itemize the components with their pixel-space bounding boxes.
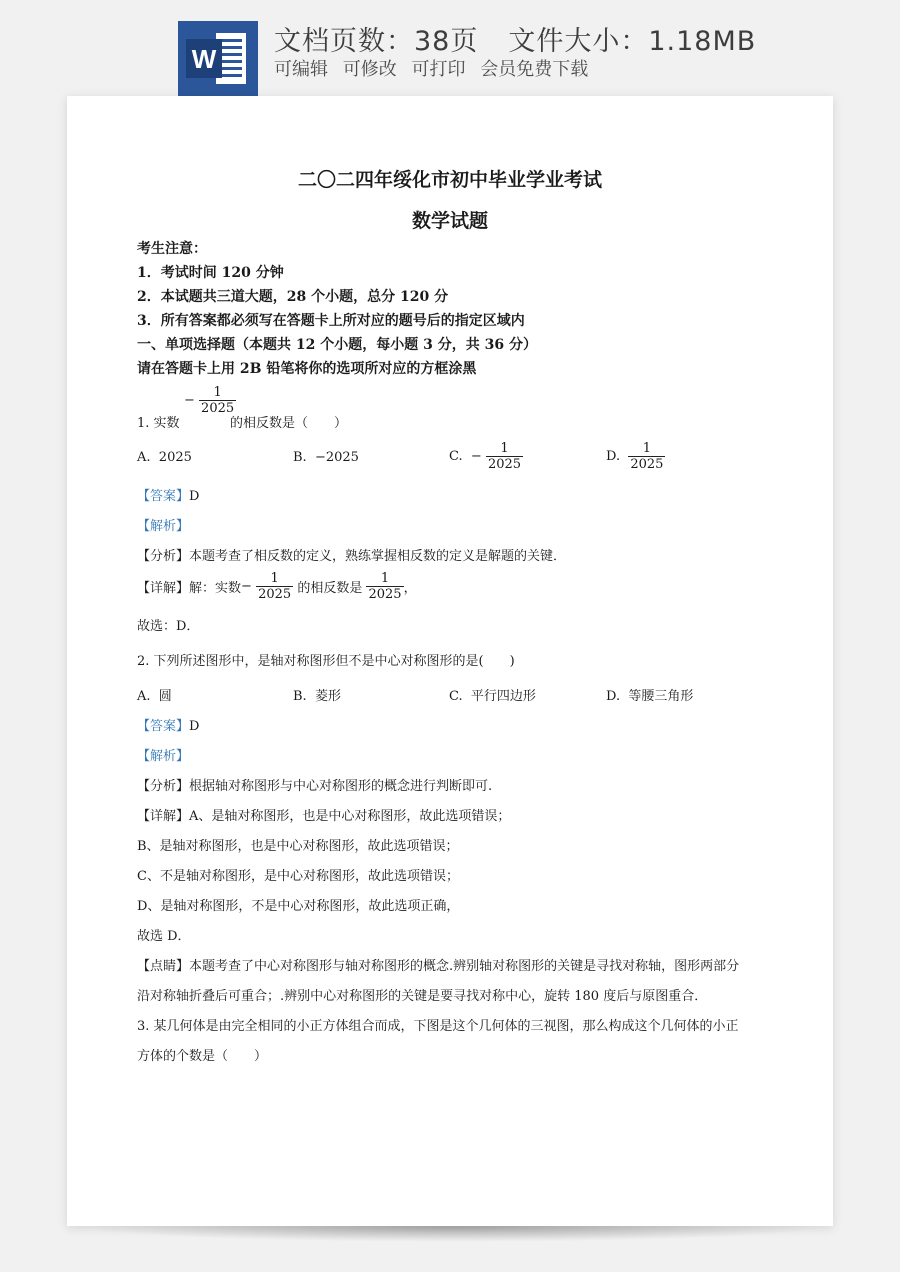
- q1-option-c: C. − $\frac{1}{2025}$: [449, 441, 522, 472]
- q1-fenxi: 【分析】本题考查了相反数的定义，熟练掌握相反数的定义是解题的关键．: [137, 549, 567, 564]
- exam-subtitle: 数学试题: [411, 210, 488, 232]
- document-page: [67, 96, 833, 1226]
- q2-detail-c: C、不是轴对称图形，是中心对称图形，故此选项错误；: [137, 869, 459, 884]
- q2-stem: 2. 下列所述图形中，是轴对称图形但不是中心对称图形的是( ): [137, 654, 515, 669]
- word-icon-letter: W: [191, 44, 217, 74]
- q1-option-b: B. −2025: [293, 450, 359, 465]
- q2-option-d: D. 等腰三角形: [606, 689, 694, 704]
- document-meta-title: [274, 19, 756, 58]
- notice-item-2: 2．本试题共三道大题，28 个小题，总分 120 分: [137, 289, 449, 305]
- page-count-text: 文档页数：38页: [274, 26, 479, 57]
- section-heading: 一、单项选择题（本题共 12 个小题，每小题 3 分，共 36 分）: [137, 337, 537, 353]
- q2-detail-a: 【详解】A、是轴对称图形，也是中心对称图形，故此选项错误；: [137, 809, 511, 824]
- tag-member-download: 会员免费下载: [480, 59, 589, 80]
- q2-analysis-tag: 【解析】: [137, 749, 190, 764]
- q1-detail: 【详解】解：实数− $\frac{1}{2025}$ 的相反数是 $\frac{1}{2025}$ ，: [137, 571, 417, 602]
- q2-detail-b: B、是轴对称图形，也是中心对称图形，故此选项错误；: [137, 839, 459, 854]
- notice-item-3: 3．所有答案都必须写在答题卡上所对应的题号后的指定区域内: [137, 313, 525, 329]
- q1-fraction: [184, 385, 236, 416]
- q2-detail-d: D、是轴对称图形，不是中心对称图形，故此选项正确，: [137, 899, 460, 914]
- q2-dianjing-line1: 【点睛】本题考查了中心对称图形与轴对称图形的概念.辨别轴对称图形的关键是寻找对称轴，图形两部分: [137, 959, 740, 974]
- q2-option-b: B. 菱形: [293, 689, 341, 704]
- q1-minus-sign: −: [184, 393, 195, 408]
- q2-dianjing-line2: 沿对称轴折叠后可重合；.辨别中心对称图形的关键是要寻找对称中心，旋转 180 度后与原图重合．: [137, 989, 708, 1004]
- file-size-text: 文件大小：1.18MB: [508, 26, 757, 57]
- q1-option-a: A. 2025: [137, 450, 192, 465]
- q1-denominator: 2025: [201, 401, 235, 416]
- q3-line1: 3. 某几何体是由完全相同的小正方体组合而成，下图是这个几何体的三视图，那么构成这个几何体的小正: [137, 1019, 739, 1034]
- q2-option-a: A. 圆: [137, 689, 172, 704]
- q1-prefix: 1. 实数: [137, 416, 180, 431]
- q1-conclusion: 故选：D．: [137, 619, 200, 634]
- q1-answer: 【答案】D: [137, 489, 200, 504]
- q1-suffix: 的相反数是（ ）: [230, 416, 348, 431]
- q2-option-c: C. 平行四边形: [449, 689, 536, 704]
- notice-heading: 考生注意：: [137, 241, 207, 257]
- q1-option-d: D. $\frac{1}{2025}$: [606, 441, 664, 472]
- tag-editable: 可编辑: [274, 59, 328, 80]
- q1-analysis-tag: 【解析】: [137, 519, 190, 534]
- exam-title: 二〇二四年绥化市初中毕业学业考试: [297, 169, 602, 191]
- q2-answer: 【答案】D: [137, 719, 200, 734]
- q2-fenxi: 【分析】根据轴对称图形与中心对称图形的概念进行判断即可.: [137, 779, 493, 794]
- tag-printable: 可打印: [411, 59, 466, 80]
- download-banner: [0, 0, 900, 96]
- q1-numerator: 1: [213, 385, 222, 400]
- tag-modifiable: 可修改: [342, 59, 397, 80]
- q3-line2: 方体的个数是（ ）: [137, 1049, 268, 1064]
- section-instruction: 请在答题卡上用 2B 铅笔将你的选项所对应的方框涂黑: [137, 361, 477, 377]
- word-document-icon: [178, 21, 258, 96]
- feature-tags: [274, 55, 597, 81]
- q2-conclusion: 故选 D．: [137, 929, 191, 944]
- notice-item-1: 1．考试时间 120 分钟: [137, 265, 284, 281]
